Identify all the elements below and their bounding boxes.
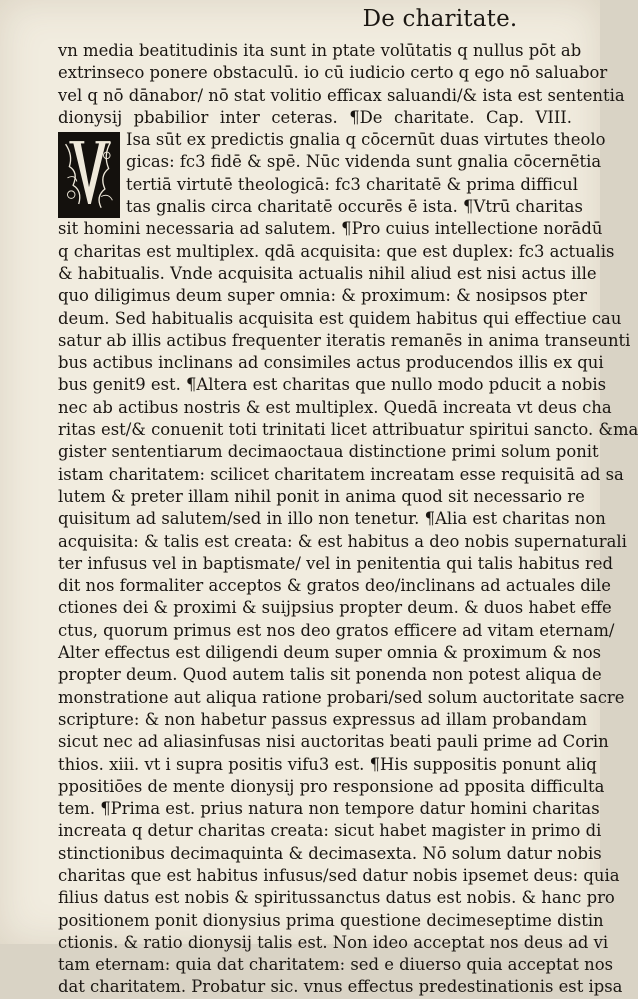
text-line: increata q detur charitas creata: sicut habet magister in primo di [58, 821, 602, 841]
text-line: thios. xiii. vt i supra positis vifu3 est. ¶His suppositis ponunt aliq [58, 754, 597, 774]
text-line: scripture: & non habetur passus expressus ad illam probandam [58, 709, 588, 729]
text-line: quisitum ad salutem/sed in illo non tenetur. ¶Alia est charitas non [58, 509, 606, 529]
text-line: tam eternam: quia dat charitatem: sed e diuerso quia acceptat nos [58, 955, 614, 975]
text-line: propter deum. Quod autem talis sit ponenda non potest aliqua de [58, 665, 602, 685]
text-line: monstratione aut aliqua ratione probari/sed solum auctoritate sacre [58, 687, 625, 707]
text-line: bus actibus inclinans ad consimiles actus producendos illis ex qui [58, 353, 604, 373]
text-line: stinctionibus decimaquinta & decimasexta. Nō solum datur nobis [58, 843, 602, 863]
text-line: ritas est/& conuenit toti trinitati licet attribuatur spiritui sancto. &ma [58, 420, 638, 440]
text-line: lutem & preter illam nihil ponit in anima quod sit necessario re [58, 486, 585, 506]
chapter-heading-line: dionysij pbabilior inter ceteras. ¶De charitate. Cap. VIII. [58, 107, 572, 127]
text-line: bus genit9 est. ¶Altera est charitas que nullo modo pducit a nobis [58, 375, 607, 395]
text-line: tas gnalis circa charitatē occurēs ē ista. ¶Vtrū charitas [126, 197, 583, 217]
text-line: & habitualis. Vnde acquisita actualis nihil aliud est nisi actus ille [58, 263, 597, 283]
text-block [58, 40, 638, 999]
text-line: gister sententiarum decimaoctaua distinctione primi solum ponit [58, 442, 599, 462]
text-line: tem. ¶Prima est. prius natura non tempore datur homini charitas [58, 799, 600, 819]
text-line: positionem ponit dionysius prima questione decimeseptime distin [58, 910, 604, 930]
text-line: quo diligimus deum super omnia: & proximum: & nosipsos pter [58, 286, 587, 306]
text-line: ter infusus vel in baptismate/ vel in penitentia qui talis habitus red [58, 553, 613, 573]
text-line: charitas que est habitus infusus/sed datur nobis ipsemet deus: quia [58, 865, 620, 885]
text-line: gicas: fc3 fidē & spē. Nūc videnda sunt gnalia cōcernētia [126, 152, 602, 172]
text-line: Isa sūt ex predictis gnalia q cōcernūt duas virtutes theolo [126, 130, 606, 150]
text-line: vel q nō dānabor/ nō stat volitio efficax saluandi/& ista est sententia [58, 85, 625, 105]
text-line: extrinseco ponere obstaculū. io cū iudicio certo q ego nō saluabor [58, 63, 608, 83]
text-line: deum. Sed habitualis acquisita est quidem habitus qui effectiue cau [58, 308, 622, 328]
text-line: ctus, quorum primus est nos deo gratos efficere ad vitam eternam/ [58, 620, 615, 640]
text-line: dat charitatem. Probatur sic. vnus effectus predestinationis est ipsa [58, 977, 623, 997]
text-line: dit nos formaliter acceptos & gratos deo/inclinans ad actuales dile [58, 576, 611, 596]
running-head: De charitate. [362, 6, 518, 32]
initial-v-icon [60, 134, 118, 216]
text-line: ctiones dei & proximi & suijpsius propter deum. & duos habet effe [58, 598, 612, 618]
text-line: q charitas est multiplex. qdā acquisita: que est duplex: fc3 actualis [58, 241, 615, 261]
text-line: ppositiōes de mente dionysij pro responsione ad pposita difficulta [58, 776, 605, 796]
text-line: filius datus est nobis & spiritussanctus datus est nobis. & hanc pro [58, 888, 615, 908]
text-line: acquisita: & talis est creata: & est habitus a deo nobis supernaturali [58, 531, 627, 551]
text-line: istam charitatem: scilicet charitatem increatam esse requisitā ad sa [58, 464, 624, 484]
text-line: nec ab actibus nostris & est multiplex. Quedā increata vt deus cha [58, 397, 612, 417]
text-line: satur ab illis actibus frequenter iteratis remanēs in anima transeunti [58, 330, 631, 350]
text-line: tertiā virtutē theologicā: fc3 charitatē & prima difficul [126, 174, 578, 194]
decorated-initial [58, 132, 120, 218]
text-line: vn media beatitudinis ita sunt in ptate volūtatis q nullus pōt ab [58, 41, 582, 60]
text-line: sicut nec ad aliasinfusas nisi auctoritas beati pauli prime ad Corin [58, 732, 609, 752]
text-line: sit homini necessaria ad salutem. ¶Pro cuius intellectione norādū [58, 219, 603, 239]
text-line: Alter effectus est diligendi deum super omnia & proximum & nos [58, 643, 602, 663]
text-line: ctionis. & ratio dionysij talis est. Non ideo acceptat nos deus ad vi [58, 932, 609, 952]
